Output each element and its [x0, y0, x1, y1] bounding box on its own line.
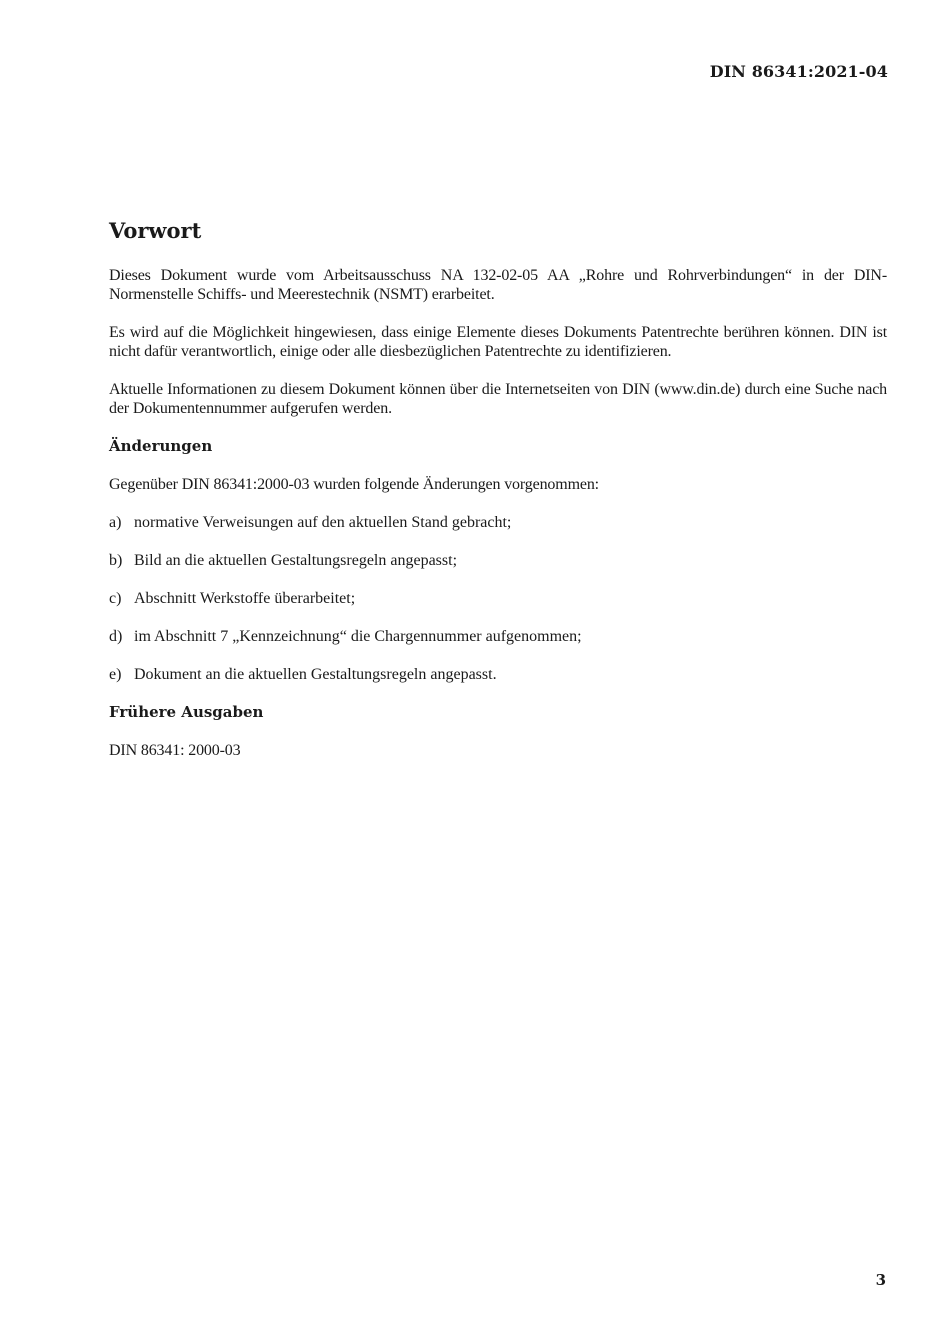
- document-body: [109, 217, 887, 779]
- list-text: Dokument an die aktuellen Gestaltungsregeln angepasst.: [134, 666, 497, 683]
- list-marker: b): [109, 552, 123, 569]
- paragraph-patent-notice: Es wird auf die Möglichkeit hingewiesen, dass einige Elemente dieses Dokuments Patentrechte berühren können. DIN ist nicht dafür verantwortlich, einige oder alle diesbezüglichen Patentrechte zu identifizieren.: [109, 324, 887, 360]
- changes-intro: Gegenüber DIN 86341:2000-03 wurden folgende Änderungen vorgenommen:: [109, 476, 599, 493]
- previous-editions-heading: Frühere Ausgaben: [109, 703, 264, 721]
- document-id: DIN 86341:2021-04: [709, 62, 888, 81]
- list-marker: e): [109, 666, 122, 683]
- list-marker: d): [109, 628, 123, 645]
- list-item: [109, 665, 887, 684]
- previous-editions-text: DIN 86341: 2000-03: [109, 742, 241, 759]
- page-number: 3: [875, 1271, 886, 1289]
- list-marker: a): [109, 514, 122, 531]
- list-item: [109, 589, 887, 608]
- list-text: Abschnitt Werkstoffe überarbeitet;: [134, 590, 356, 607]
- list-text: normative Verweisungen auf den aktuellen Stand gebracht;: [134, 514, 512, 531]
- list-item: [109, 513, 887, 532]
- list-item: [109, 551, 887, 570]
- paragraph-committee: Dieses Dokument wurde vom Arbeitsausschuss NA 132-02-05 AA „Rohre und Rohrverbindungen“ in der DIN-Normenstelle Schiffs- und Meerestechnik (NSMT) erarbeitet.: [109, 267, 887, 303]
- section-title: Vorwort: [109, 218, 202, 243]
- list-text: im Abschnitt 7 „Kennzeichnung“ die Chargennummer aufgenommen;: [134, 628, 582, 645]
- changes-heading: Änderungen: [109, 437, 213, 455]
- list-text: Bild an die aktuellen Gestaltungsregeln angepasst;: [134, 552, 458, 569]
- list-marker: c): [109, 590, 122, 607]
- paragraph-current-info: Aktuelle Informationen zu diesem Dokument können über die Internetseiten von DIN (www.din.de) durch eine Suche nach der Dokumentennummer aufgerufen werden.: [109, 381, 887, 417]
- list-item: [109, 627, 887, 646]
